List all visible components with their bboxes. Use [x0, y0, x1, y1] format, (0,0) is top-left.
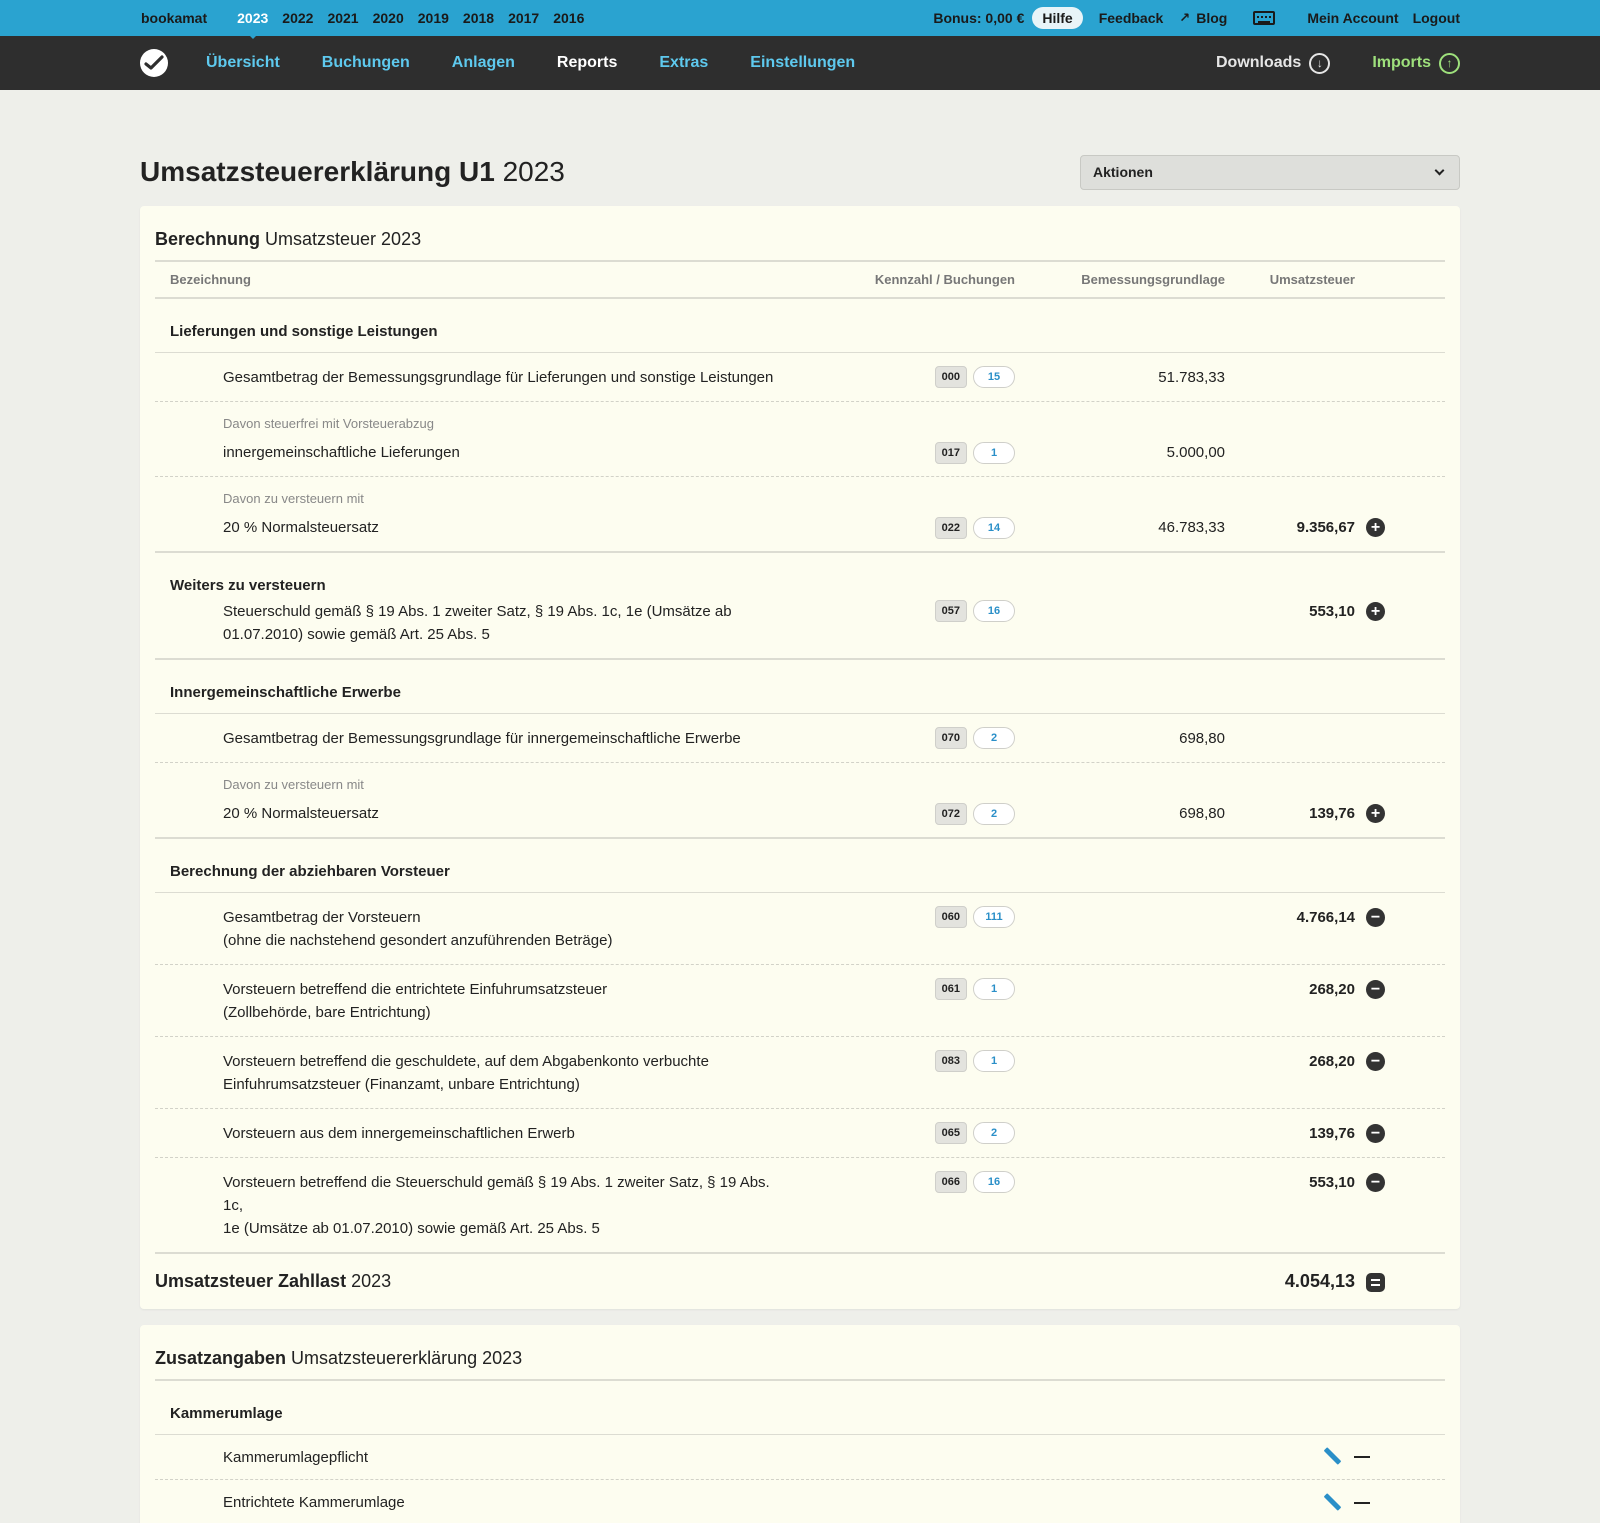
nav-reports[interactable]: Reports	[556, 54, 618, 71]
table-row	[155, 353, 1445, 402]
additional-info-card	[140, 1325, 1460, 1523]
table-row	[155, 477, 1445, 553]
total-amount: 4.054,13	[1284, 1271, 1355, 1291]
kennzahl-badge: 060	[935, 906, 967, 928]
actions-dropdown[interactable]	[1080, 155, 1460, 190]
kennzahl-badge: 066	[935, 1171, 967, 1193]
nav-extras[interactable]: Extras	[659, 54, 709, 71]
section-ig-erwerbe: Innergemeinschaftliche Erwerbe	[155, 660, 1445, 714]
umsatzsteuer-amount: 139,76	[1309, 805, 1355, 822]
top-bar	[0, 0, 1600, 36]
umsatzsteuer-amount: 9.356,67	[1296, 519, 1355, 536]
year-2023[interactable]: 2023	[237, 10, 269, 26]
bemessungsgrundlage-value: 698,80	[1179, 805, 1225, 822]
umsatzsteuer-amount: 268,20	[1309, 981, 1355, 998]
bookings-count-link[interactable]: 14	[973, 517, 1015, 539]
table-row	[155, 1109, 1445, 1158]
external-link-icon: ↗	[1179, 10, 1191, 25]
row-description	[155, 776, 845, 825]
account-link[interactable]: Mein Account	[1307, 10, 1399, 26]
section-weiters: Weiters zu versteuern	[170, 577, 326, 594]
minus-circle-icon: −	[1366, 980, 1385, 999]
row-description-text: Einfuhrumsatzsteuer (Finanzamt, unbare Entrichtung)	[223, 1076, 580, 1093]
calculation-card-title	[155, 206, 1445, 262]
kennzahl-badge: 057	[935, 600, 967, 622]
bookings-count-link[interactable]: 2	[973, 1122, 1015, 1144]
year-2021[interactable]: 2021	[327, 10, 359, 26]
bookings-count-link[interactable]: 1	[973, 1050, 1015, 1072]
plus-circle-icon: +	[1366, 804, 1385, 823]
row-hint: Davon zu versteuern mit	[223, 491, 364, 506]
bookings-count-link[interactable]: 1	[973, 442, 1015, 464]
umsatzsteuer-value	[1225, 1050, 1385, 1073]
bookings-count-link[interactable]: 2	[973, 803, 1015, 825]
row-description-text: Gesamtbetrag der Bemessungsgrundlage für innergemeinschaftliche Erwerbe	[223, 730, 741, 747]
download-arrow-icon: ↓	[1309, 53, 1330, 74]
table-row	[155, 1158, 1445, 1254]
row-description-text: 20 % Normalsteuersatz	[223, 805, 379, 822]
table-row	[155, 402, 1445, 477]
row-description-text: innergemeinschaftliche Lieferungen	[223, 444, 460, 461]
empty-value-dash	[1354, 1502, 1370, 1504]
header-bezeichnung: Bezeichnung	[170, 272, 251, 287]
umsatzsteuer-value	[1225, 1171, 1385, 1194]
row-description	[155, 415, 845, 464]
logout-link[interactable]: Logout	[1412, 10, 1460, 26]
brand-link[interactable]: bookamat	[141, 10, 208, 26]
pencil-icon[interactable]	[1322, 1493, 1342, 1513]
section-vorsteuer: Berechnung der abziehbaren Vorsteuer	[155, 839, 1445, 893]
minus-circle-icon: −	[1366, 908, 1385, 927]
kennzahl-badge: 083	[935, 1050, 967, 1072]
calculation-title-bold: Berechnung	[155, 229, 261, 249]
kennzahl-badge: 061	[935, 978, 967, 1000]
umsatzsteuer-amount: 4.766,14	[1296, 909, 1355, 926]
table-row	[155, 893, 1445, 965]
section-kammerumlage: Kammerumlage	[155, 1381, 1445, 1435]
additional-info-title	[155, 1325, 1445, 1381]
row-hint: Davon zu versteuern mit	[223, 777, 364, 792]
keyboard-shortcuts-icon[interactable]	[1253, 11, 1275, 25]
row-hint: Davon steuerfrei mit Vorsteuerabzug	[223, 416, 434, 431]
row-description	[155, 366, 845, 389]
bookings-count-link[interactable]: 16	[973, 1171, 1015, 1193]
main-nav	[0, 36, 1600, 90]
downloads-button[interactable]	[1216, 53, 1330, 74]
kennzahl-badge: 065	[935, 1122, 967, 1144]
year-2016[interactable]: 2016	[553, 10, 585, 26]
imports-label: Imports	[1372, 54, 1431, 71]
kennzahl-badge: 022	[935, 517, 967, 539]
bookings-count-link[interactable]: 2	[973, 727, 1015, 749]
bookings-count-link[interactable]: 1	[973, 978, 1015, 1000]
bemessungsgrundlage-value: 46.783,33	[1158, 519, 1225, 536]
table-row	[155, 1037, 1445, 1109]
row-description	[155, 906, 845, 952]
nav-buchungen[interactable]: Buchungen	[321, 54, 410, 71]
page-title	[140, 156, 565, 188]
row-description-text: Gesamtbetrag der Vorsteuern	[223, 909, 421, 926]
actions-dropdown-label: Aktionen	[1093, 164, 1153, 180]
row-description-text: 1e (Umsätze ab 01.07.2010) sowie gemäß Art. 25 Abs. 5	[223, 1220, 600, 1237]
umsatzsteuer-value	[1225, 802, 1385, 825]
minus-circle-icon: −	[1366, 1124, 1385, 1143]
row-description	[155, 727, 845, 750]
bookings-count-link[interactable]: 111	[973, 906, 1015, 928]
page-title-year: 2023	[502, 156, 565, 187]
feedback-link[interactable]: Feedback	[1098, 10, 1164, 26]
year-selector	[237, 10, 584, 26]
row-description-text: Vorsteuern betreffend die Steuerschuld gemäß § 19 Abs. 1 zweiter Satz, § 19 Abs. 1c,	[223, 1174, 770, 1214]
kennzahl-badge: 017	[935, 442, 967, 464]
chevron-down-icon	[1435, 165, 1445, 175]
row-description	[155, 490, 845, 539]
pencil-icon[interactable]	[1322, 1447, 1342, 1467]
bonus-balance[interactable]: Bonus: 0,00 €	[933, 10, 1025, 26]
additional-title-rest: Umsatzsteuererklärung 2023	[291, 1348, 523, 1368]
table-header	[155, 262, 1445, 299]
plus-circle-icon: +	[1366, 602, 1385, 621]
total-label	[155, 1271, 1225, 1292]
header-umsatzsteuer: Umsatzsteuer	[1269, 272, 1355, 287]
imports-button[interactable]	[1372, 53, 1460, 74]
bemessungsgrundlage-value: 51.783,33	[1158, 369, 1225, 386]
bemessungsgrundlage-value: 698,80	[1179, 730, 1225, 747]
nav-einstellungen[interactable]: Einstellungen	[750, 54, 856, 71]
nav-anlagen[interactable]: Anlagen	[451, 54, 515, 71]
kammerumlagepflicht-label: Kammerumlagepflicht	[223, 1448, 369, 1466]
entrichtete-kammerumlage-label: Entrichtete Kammerumlage	[223, 1494, 405, 1511]
header-kennzahl: Kennzahl / Buchungen	[874, 272, 1015, 287]
year-2020[interactable]: 2020	[372, 10, 404, 26]
nav-uebersicht[interactable]: Übersicht	[206, 54, 280, 71]
list-item	[155, 1435, 1445, 1480]
blog-link[interactable]: Blog	[1196, 10, 1228, 26]
year-2018[interactable]: 2018	[462, 10, 495, 26]
equals-icon	[1366, 1273, 1385, 1292]
row-description	[155, 1122, 845, 1145]
total-value	[1225, 1271, 1385, 1292]
row-description	[155, 1171, 845, 1240]
bookamat-logo-icon[interactable]	[140, 49, 168, 77]
additional-title-bold: Zusatzangaben	[155, 1348, 287, 1368]
page-title-main: Umsatzsteuererklärung U1	[140, 156, 495, 187]
kennzahl-badge: 072	[935, 803, 967, 825]
table-row	[155, 594, 1445, 660]
kennzahl-badge: 070	[935, 727, 967, 749]
row-description	[155, 600, 845, 646]
empty-value-dash	[1354, 1456, 1370, 1458]
row-description-text: (ohne die nachstehend gesondert anzuführenden Beträge)	[223, 932, 613, 949]
header-bemessungsgrundlage: Bemessungsgrundlage	[1081, 272, 1225, 287]
table-row	[155, 965, 1445, 1037]
row-description-text: Vorsteuern aus dem innergemeinschaftlichen Erwerb	[223, 1125, 575, 1142]
row-description-text: (Zollbehörde, bare Entrichtung)	[223, 1004, 431, 1021]
total-label-bold: Umsatzsteuer Zahllast	[155, 1271, 347, 1291]
row-description	[155, 978, 845, 1024]
list-item	[155, 1480, 1445, 1523]
table-row	[155, 763, 1445, 839]
bookings-count-link[interactable]: 16	[973, 600, 1015, 622]
total-row	[155, 1254, 1445, 1309]
year-2022[interactable]: 2022	[282, 10, 314, 26]
umsatzsteuer-value	[1225, 978, 1385, 1001]
row-description-text: 20 % Normalsteuersatz	[223, 519, 379, 536]
row-description-text: Gesamtbetrag der Bemessungsgrundlage für Lieferungen und sonstige Leistungen	[223, 369, 774, 386]
umsatzsteuer-value	[1225, 516, 1385, 539]
umsatzsteuer-value	[1225, 1122, 1385, 1145]
row-description-text: Steuerschuld gemäß § 19 Abs. 1 zweiter Satz, § 19 Abs. 1c, 1e (Umsätze ab 01.07.2010) sowie gemäß Art. 25 Abs. 5	[223, 603, 732, 643]
plus-circle-icon: +	[1366, 518, 1385, 537]
section-lieferungen: Lieferungen und sonstige Leistungen	[155, 299, 1445, 353]
table-row	[155, 714, 1445, 763]
minus-circle-icon: −	[1366, 1173, 1385, 1192]
year-2017[interactable]: 2017	[508, 10, 540, 26]
row-description-text: Vorsteuern betreffend die entrichtete Einfuhrumsatzsteuer	[223, 981, 608, 998]
calculation-card	[140, 206, 1460, 1309]
row-description-text: Vorsteuern betreffend die geschuldete, auf dem Abgabenkonto verbuchte	[223, 1053, 709, 1070]
total-label-year: 2023	[351, 1271, 392, 1291]
umsatzsteuer-amount: 268,20	[1309, 1053, 1355, 1070]
bemessungsgrundlage-value: 5.000,00	[1166, 444, 1225, 461]
umsatzsteuer-amount: 139,76	[1309, 1125, 1355, 1142]
help-button[interactable]: Hilfe	[1032, 7, 1082, 29]
upload-arrow-icon: ↑	[1439, 53, 1460, 74]
minus-circle-icon: −	[1366, 1052, 1385, 1071]
umsatzsteuer-value	[1225, 906, 1385, 929]
year-2019[interactable]: 2019	[417, 10, 449, 26]
downloads-label: Downloads	[1215, 54, 1302, 71]
umsatzsteuer-amount: 553,10	[1309, 603, 1355, 620]
kennzahl-badge: 000	[935, 366, 967, 388]
row-description	[155, 1050, 845, 1096]
umsatzsteuer-value	[1225, 600, 1385, 623]
bookings-count-link[interactable]: 15	[973, 366, 1015, 388]
calculation-title-rest: Umsatzsteuer 2023	[265, 229, 422, 249]
umsatzsteuer-amount: 553,10	[1309, 1174, 1355, 1191]
